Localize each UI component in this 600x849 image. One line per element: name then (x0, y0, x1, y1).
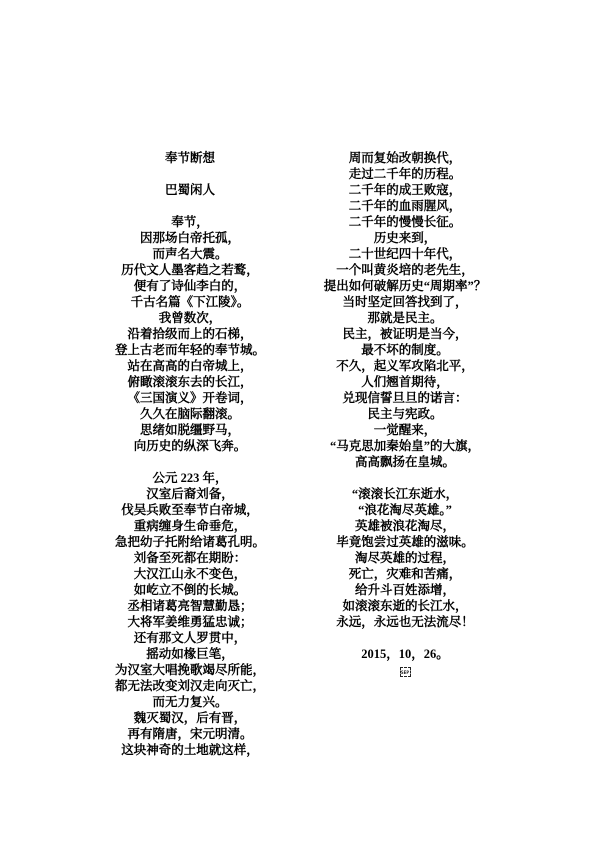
poem-line: 沿着拾级而上的石梯， (127, 327, 253, 341)
poem-line: 最不坏的制度。 (361, 343, 449, 357)
poem-line: 伐吴兵败至奉节白帝城， (121, 503, 259, 517)
poem-line: 如滚滚东逝的长江水， (342, 599, 468, 613)
poem-line: 便有了诗仙李白的， (133, 279, 247, 293)
poem-line (295, 630, 515, 646)
poem-line: 历代文人墨客趋之若鹜， (121, 263, 259, 277)
poem-line: 刘备至死都在期盼： (133, 551, 247, 565)
poem-line: 站在高高的白帝城上， (127, 359, 253, 373)
poem-line: 千古名篇《下江陵》。 (130, 295, 250, 309)
poem-line: 而无力复兴。 (152, 695, 228, 709)
poem-line: 死亡，灾难和苦痛， (348, 567, 462, 581)
poem-line: 再有隋唐，宋元明清。 (127, 727, 253, 741)
poem-line: 而声名大震。 (152, 247, 228, 261)
poem-line: 民主，被证明是当今， (342, 327, 468, 341)
poem-line: 汉室后裔刘备， (146, 487, 234, 501)
poem-line: 民主与宪政。 (367, 407, 443, 421)
poem-line: 俯瞰滚滚东去的长江， (127, 375, 253, 389)
poem-line: 英雄被浪花淘尽， (354, 519, 455, 533)
poem-line (80, 454, 300, 470)
poem-line: 二十世纪四十年代， (348, 247, 462, 261)
poem-left-lines (80, 214, 300, 758)
poem-line: 因那场白帝托孤， (139, 231, 240, 245)
separator-line (295, 662, 515, 678)
poem-line: 都无法改变刘汉走向灭亡， (114, 679, 265, 693)
poem-line: 一觉醒来， (373, 423, 437, 437)
poem-line: 思绪如脱缰野马， (139, 423, 240, 437)
poem-line: 给升斗百姓添增， (354, 583, 455, 597)
poem-line: 兑现信誓旦旦的诺言： (342, 391, 468, 405)
poem-line: 二千年的血雨腥风， (348, 199, 462, 213)
poem-line: 高高飘扬在皇城。 (354, 455, 455, 469)
poem-line: 淘尽英雄的过程， (354, 551, 455, 565)
poem-line: 大将军姜维勇猛忠诚； (127, 615, 253, 629)
poem-line: 那就是民主。 (367, 311, 443, 325)
poem-author: 巴蜀闲人 (164, 183, 215, 197)
poem-line: 周而复始改朝换代， (348, 151, 462, 165)
poem-line: 《三国演义》开卷词， (127, 391, 253, 405)
poem-line: 为汉室大唱挽歌竭尽所能， (114, 663, 265, 677)
poem-line: 一个叫黄炎培的老先生， (336, 263, 474, 277)
poem-line: 人们翘首期待， (361, 375, 449, 389)
poem-line: “滚滚长江东逝水， (351, 487, 459, 501)
poem-line: 公元 223 年， (152, 471, 228, 485)
poem-line: 向历史的纵深飞奔。 (133, 439, 247, 453)
poem-right-lines (295, 150, 515, 646)
poem-line: 如屹立不倒的长城。 (133, 583, 247, 597)
poem-column-right (295, 150, 515, 678)
poem-line: 我曾数次， (158, 311, 222, 325)
paragraph-separator-glyph: SEP (400, 667, 411, 677)
poem-line: 二千年的成王败寇， (348, 183, 462, 197)
poem-line: 二千年的慢慢长征。 (348, 215, 462, 229)
poem-line: 这块神奇的土地就这样， (121, 743, 259, 757)
poem-line: 魏灭蜀汉，后有晋， (133, 711, 247, 725)
poem-line: 丞相诸葛亮智慧勤恳； (127, 599, 253, 613)
poem-line: 登上古老而年轻的奉节城。 (114, 343, 265, 357)
poem-title: 奉节断想 (164, 151, 215, 165)
poem-date: 2015，10，26。 (361, 647, 449, 661)
poem-line: 走过二千年的历程。 (348, 167, 462, 181)
poem-line: 还有那文人罗贯中， (133, 631, 247, 645)
spacer-line (80, 198, 300, 214)
poem-line: 永远，永远也无法流尽！ (336, 615, 474, 629)
poem-column-left (80, 150, 300, 758)
poem-line: 奉节， (171, 215, 209, 229)
poem-line: 历史来到， (373, 231, 437, 245)
poem-line: 久久在脑际翻滚。 (139, 407, 240, 421)
poem-line: “浪花淘尽英雄。” (358, 503, 452, 517)
spacer-line (80, 166, 300, 182)
poem-line: 提出如何破解历史“周期率”？ (323, 279, 487, 293)
poem-line: 大汉江山永不变色， (133, 567, 247, 581)
poem-line: 毕竟饱尝过英雄的滋味。 (336, 535, 474, 549)
poem-line: 摇动如椽巨笔， (146, 647, 234, 661)
poem-line: 重病缠身生命垂危， (133, 519, 247, 533)
poem-line (295, 470, 515, 486)
poem-line: 不久，起义军攻陷北平， (336, 359, 474, 373)
poem-line: 当时坚定回答找到了， (342, 295, 468, 309)
poem-line: “马克思加秦始皇”的大旗， (329, 439, 480, 453)
poem-line: 急把幼子托附给诸葛孔明。 (114, 535, 265, 549)
